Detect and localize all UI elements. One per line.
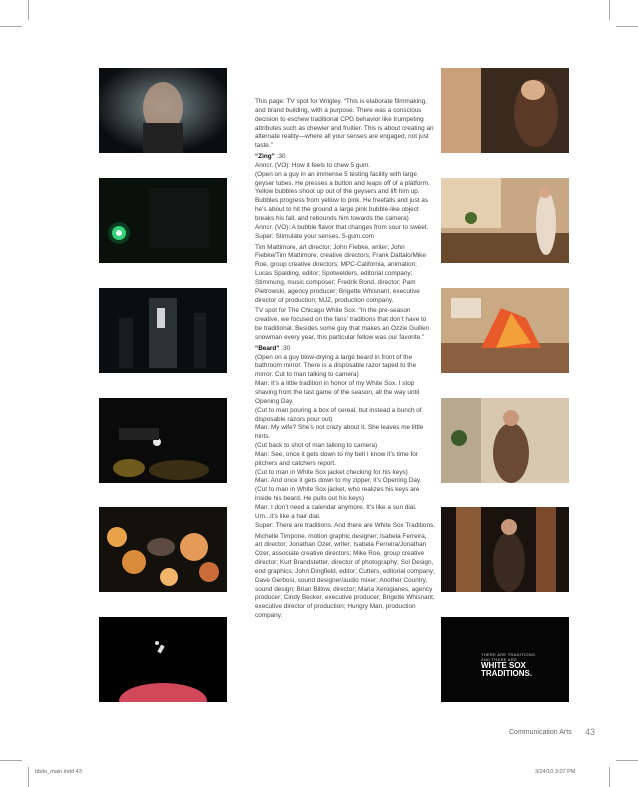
zing-duration: :30: [276, 153, 286, 161]
beard-frame-4: [441, 398, 569, 483]
magazine-name: Communication Arts: [509, 729, 572, 736]
zing-spot: [255, 153, 435, 305]
beard-script-line: (Cut back to shot of man talking to camera): [255, 442, 378, 450]
page-number: 43: [585, 727, 596, 737]
beard-title: “Beard”: [255, 344, 280, 352]
beard-frame-5: [441, 507, 569, 592]
crop-mark: [0, 26, 22, 27]
beard-frame-3: [441, 288, 569, 373]
beard-script-line: Man: See, once it gets down to my belt I know it’s time for pitchers and catchers report.: [255, 450, 418, 467]
beard-script-line: Man: It’s a little tradition in honor of my White Sox. I stop shaving from the last game of the season, all the way until Opening Day.: [255, 380, 420, 405]
zing-script-line: (Open on a guy in an immense 5 testing facility with large geyser tubes. He presses a button and leaps off of a platform. Yellow bubbles shoot up out of the geysers and lift him up. Bubbles progress from yellow to pink. He freefalls and just as he’s about to hit the ground a large pink bubble-like object breaks his fall, and rebounds him towards the camera): [255, 170, 430, 222]
end-card-line2: AND THERE ARE: [481, 657, 518, 662]
end-card-line1: THERE ARE TRADITIONS.: [481, 652, 537, 657]
beard-script-line: Man: I don’t need a calendar anymore. It’s like a sun dial. Um...it’s like a hair dial.: [255, 503, 417, 520]
crop-mark: [609, 767, 610, 787]
crop-mark: [28, 0, 29, 20]
zing-frame-6-art: [99, 617, 227, 702]
zing-script-line: Anncr. (VO): A bubble flavor that changes from sour to sweet.: [255, 223, 429, 231]
zing-frame-1-art: [99, 68, 227, 153]
end-card-text: [481, 652, 536, 678]
zing-frame-2: [99, 178, 227, 263]
crop-mark: [616, 760, 638, 761]
end-card-line4: TRADITIONS.: [481, 669, 533, 678]
zing-frame-6: [99, 617, 227, 702]
beard-frame-1: [441, 68, 569, 153]
zing-frame-5: [99, 507, 227, 592]
beard-script-line: (Open on a guy blow-drying a large beard in front of the bathroom mirror. There is a disposable razor taped to the mirror. Cut to man talking to camera): [255, 353, 417, 379]
zing-frame-2-art: [99, 178, 227, 263]
beard-credits: Michelle Timpone, motion graphic designer; Isabela Ferreira, art director; Jonathan Ozer, writer; Isabela Ferreira/Jonathan Ozer, associate creative directors; Mike Roe, group creative director; Kurt Brandstetter, director of photography; Sol Design, end graphics; John Dingfield, editor; Cutters, editorial company; Dave Gerbosi, sound designer/audio mixer; Another Country, sound design; Brian Billow, director; Maria Xerogianes, agency producer; Cindy Becker, executive producer; Brigette Whisnant, executive director of production; Hungry Man, production company.: [255, 532, 435, 620]
zing-credits: Tim Mattimore, art director; John Fiebke, writer; John Fiebke/Tim Mattimore, creative directors; Frank Dattalo/Mike Roe, group creative directors; MPC-California, animation; Lucas Spalding, editor; Spotwelders, editorial company; Stimmung, music composer; Fredrik Bond, director; Pam Pietrowski, agency producer; Brigette Whisnant, executive director of production; MJZ, production company.: [255, 243, 426, 304]
beard-script-line: Super: There are traditions. And there are White Sox Traditions.: [255, 521, 435, 529]
zing-intro: This page: TV spot for Wrigley. “This is elaborate filmmaking, and brand building, with a purpose. There was a conscious decision to eschew traditional CPG behavior like trumpeting attributes such as chewier and fruitier. This is about creating an alternate reality—where all your senses are engaged, not just taste.”: [255, 98, 434, 150]
beard-frame-5-art: [441, 507, 569, 592]
crop-mark: [616, 26, 638, 27]
beard-frame-2-art: [441, 178, 569, 263]
beard-frame-1-art: [441, 68, 569, 153]
crop-mark: [0, 760, 22, 761]
zing-frame-4-art: [99, 398, 227, 483]
crop-mark: [28, 767, 29, 787]
beard-spot: [255, 345, 435, 621]
zing-script-line: Super: Stimulate your senses. 5-gum.com: [255, 232, 374, 240]
beard-script-line: (Cut to man pouring a box of cereal, but instead a bunch of disposable razors pour out): [255, 406, 422, 423]
zing-frame-1: [99, 68, 227, 153]
beard-frame-3-art: [441, 288, 569, 373]
zing-heading: [255, 153, 435, 162]
slug-date: 3/24/10 3:07 PM: [535, 769, 576, 775]
beard-script-line: Man: And once it gets down to my zipper, it’s Opening Day.: [255, 477, 422, 485]
crop-mark: [609, 0, 610, 20]
slug-file: bbdo_main.indd 43: [35, 769, 82, 775]
beard-script-line: (Cut to man in White Sox jacket, who realizes his keys are inside his beard. He pulls out his keys): [255, 486, 420, 503]
beard-duration: :30: [281, 344, 291, 352]
beard-script-line: (Cut to man in White Sox jacket checking for his keys): [255, 468, 408, 476]
beard-script-line: Man: My wife? She’s not crazy about it. She leaves me little hints.: [255, 424, 424, 441]
zing-frame-4: [99, 398, 227, 483]
article-text: [255, 98, 435, 623]
beard-frame-4-art: [441, 398, 569, 483]
zing-frame-3-art: [99, 288, 227, 373]
zing-frame-3: [99, 288, 227, 373]
sox-intro: TV spot for The Chicago White Sox. “In the pre-season creative, we focused on the fans’ traditions that don’t have to be traditional. Besides some guy that makes an Ozzie Guillen snowman every year, this particular fellow was our favorite.”: [255, 307, 430, 341]
beard-heading: [255, 345, 435, 354]
zing-frame-5-art: [99, 507, 227, 592]
zing-script-line: Anncr. (VO): How it feels to chew 5 gum.: [255, 161, 371, 169]
end-card-line3: WHITE SOX: [481, 661, 526, 670]
beard-frame-2: [441, 178, 569, 263]
zing-title: “Zing”: [255, 153, 275, 161]
